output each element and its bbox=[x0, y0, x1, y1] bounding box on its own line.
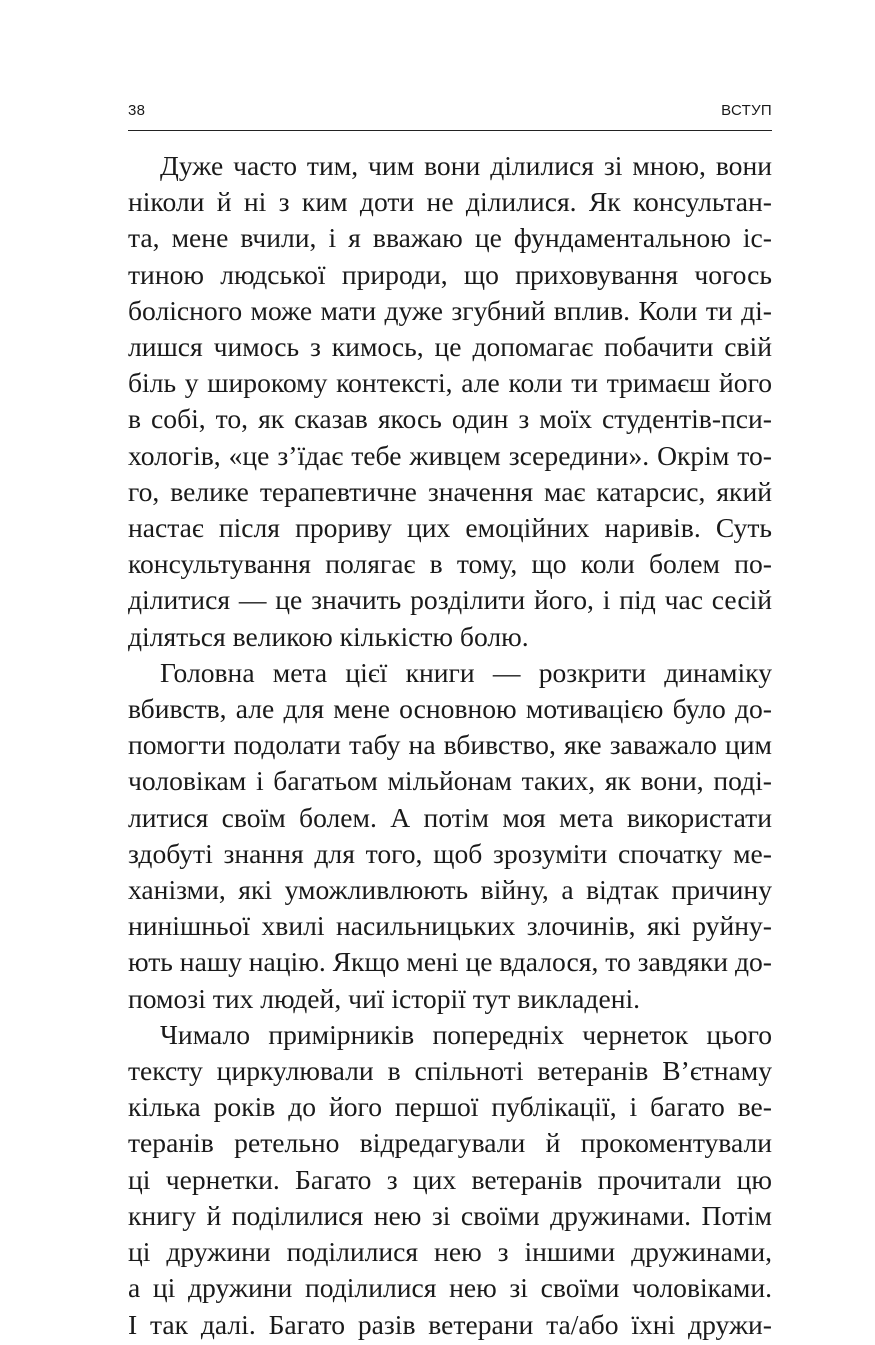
text-line: І так далі. Багато разів ветерани та/або їхні дружи- bbox=[128, 1308, 772, 1340]
body-text bbox=[128, 148, 772, 1343]
text-line: помогти подолати табу на вбивство, яке заважало цим bbox=[128, 729, 772, 761]
text-line: тиною людської природи, що приховування чогось bbox=[128, 258, 772, 290]
page-number: 38 bbox=[128, 102, 146, 119]
text-line: лишся чимось з кимось, це допомагає побачити свій bbox=[128, 331, 772, 363]
text-line: нинішньої хвилі насильницьких злочинів, які руйну- bbox=[128, 910, 772, 942]
text-line: книгу й поділилися нею зі своїми дружинами. Потім bbox=[128, 1199, 772, 1231]
paragraph-3 bbox=[128, 1017, 772, 1343]
text-line: ці чернетки. Багато з цих ветеранів прочитали цю bbox=[128, 1163, 772, 1195]
text-line: помозі тих людей, чиї історії тут викладені. bbox=[128, 982, 641, 1014]
text-line: кілька років до його першої публікації, і багато ве- bbox=[128, 1091, 772, 1123]
text-line: теранів ретельно відредагували й прокоментували bbox=[128, 1127, 772, 1159]
running-title: ВСТУП bbox=[721, 102, 772, 119]
text-line: а ці дружини поділилися нею зі своїми чоловіками. bbox=[128, 1272, 772, 1304]
text-line: чоловікам і багатьом мільйонам таких, як вони, поді- bbox=[128, 765, 772, 797]
paragraph-1 bbox=[128, 148, 772, 655]
text-line: здобуті знання для того, щоб зрозуміти спочатку ме- bbox=[128, 837, 772, 869]
text-line: консультування полягає в тому, що коли болем по- bbox=[128, 548, 772, 580]
text-line: ці дружини поділилися нею з іншими дружинами, bbox=[128, 1236, 772, 1268]
text-line: болісного може мати дуже згубний вплив. Коли ти ді- bbox=[128, 294, 772, 326]
text-line: ханізми, які уможливлюють війну, а відтак причину bbox=[128, 874, 772, 906]
text-line: Чимало примірників попередніх чернеток цього bbox=[160, 1018, 772, 1050]
paragraph-2 bbox=[128, 655, 772, 1017]
text-line: хологів, «це з’їдає тебе живцем зсередини». Окрім то- bbox=[128, 439, 772, 471]
text-line: литися своїм болем. А потім моя мета використати bbox=[128, 801, 772, 833]
text-line: ють нашу націю. Якщо мені це вдалося, то завдяки до- bbox=[128, 946, 772, 978]
text-line: діляться великою кількістю болю. bbox=[128, 620, 529, 652]
text-line: та, мене вчили, і я вважаю це фундаментальною іс- bbox=[128, 222, 772, 254]
text-line: ніколи й ні з ким доти не ділилися. Як консультан- bbox=[128, 186, 772, 218]
text-line: вбивств, але для мене основною мотивацією було до- bbox=[128, 693, 772, 725]
running-header bbox=[128, 96, 772, 131]
text-line: тексту циркулювали в спільноті ветеранів В’єтнаму bbox=[128, 1055, 772, 1087]
text-line: го, велике терапевтичне значення має катарсис, який bbox=[128, 475, 772, 507]
text-line: в собі, то, як сказав якось один з моїх студентів-пси- bbox=[128, 403, 772, 435]
text-line: Дуже часто тим, чим вони ділилися зі мною, вони bbox=[160, 150, 772, 181]
text-line: ділитися — це значить розділити його, і під час сесій bbox=[128, 584, 772, 616]
text-line: Головна мета цієї книги — розкрити динаміку bbox=[160, 656, 772, 688]
text-line: настає після прориву цих емоційних наривів. Суть bbox=[128, 512, 772, 544]
text-line: біль у широкому контексті, але коли ти тримаєш його bbox=[128, 367, 772, 399]
